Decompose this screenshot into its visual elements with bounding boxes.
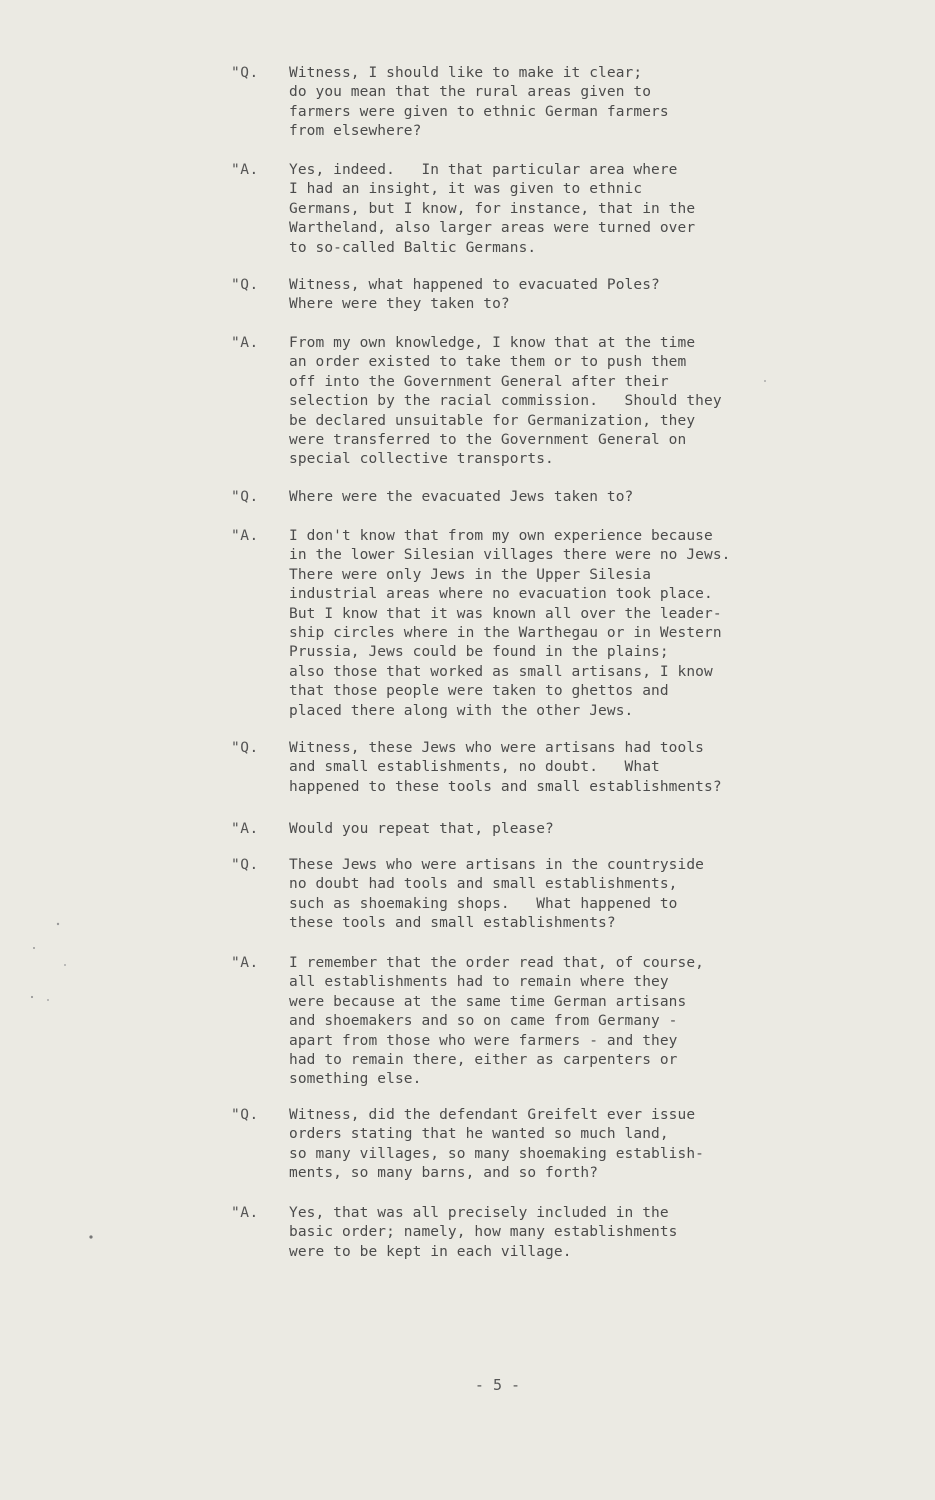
text-line: apart from those who were farmers - and they (289, 1032, 678, 1049)
speaker-label: "A. (231, 528, 259, 544)
text-line: Yes, that was all precisely included in the (289, 1205, 669, 1221)
entry-text (289, 64, 809, 142)
entry-text (289, 1204, 809, 1262)
page-number: - 5 - (474, 1376, 521, 1394)
entry-text (289, 161, 809, 258)
text-line: ments, so many barns, and so forth? (289, 1165, 599, 1182)
text-line: Witness, these Jews who were artisans had tools (289, 740, 704, 756)
text-line: There were only Jews in the Upper Silesia (289, 566, 652, 583)
text-line: Witness, what happened to evacuated Poles? (289, 277, 660, 293)
text-line: were to be kept in each village. (289, 1243, 572, 1260)
text-line: Yes, indeed. In that particular area where (289, 162, 678, 178)
speaker-label: "A. (231, 335, 259, 351)
text-line: off into the Government General after their (289, 373, 669, 390)
entry-text (289, 954, 809, 1090)
text-line: and shoemakers and so on came from Germany - (289, 1013, 678, 1030)
text-line: I remember that the order read that, of course, (289, 955, 704, 971)
text-line: also those that worked as small artisans, I know (289, 663, 713, 680)
text-line: basic order; namely, how many establishments (289, 1224, 678, 1241)
text-line: From my own knowledge, I know that at the time (289, 335, 696, 351)
entry-text (289, 856, 809, 934)
text-line: were transferred to the Government General on (289, 432, 687, 449)
text-line: happened to these tools and small establishments? (289, 778, 722, 795)
text-line: selection by the racial commission. Should they (289, 393, 722, 410)
text-line: from elsewhere? (289, 123, 422, 140)
speaker-label: "A. (231, 1205, 259, 1221)
speaker-label: "Q. (231, 277, 259, 293)
speaker-label: "A. (231, 955, 259, 971)
text-line: an order existed to take them or to push them (289, 354, 687, 371)
text-line: Germans, but I know, for instance, that in the (289, 200, 696, 217)
text-line: special collective transports. (289, 451, 554, 468)
entry-text (289, 334, 809, 470)
text-line: farmers were given to ethnic German farmers (289, 103, 669, 120)
text-line: something else. (289, 1071, 422, 1088)
text-line: had to remain there, either as carpenters or (289, 1052, 678, 1069)
text-line: Where were they taken to? (289, 296, 510, 313)
text-line: I had an insight, it was given to ethnic (289, 181, 643, 198)
entry-text (289, 488, 809, 507)
text-line: such as shoemaking shops. What happened to (289, 895, 678, 912)
speaker-label: "Q. (231, 65, 259, 81)
text-line: in the lower Silesian villages there were no Jews. (289, 547, 731, 564)
speaker-label: "Q. (231, 857, 259, 873)
text-line: all establishments had to remain where they (289, 974, 669, 991)
text-line: industrial areas where no evacuation took place. (289, 586, 713, 603)
text-line: these tools and small establishments? (289, 915, 616, 932)
speaker-label: "Q. (231, 489, 259, 505)
text-line: Where were the evacuated Jews taken to? (289, 489, 634, 505)
text-line: Witness, I should like to make it clear; (289, 65, 643, 81)
text-line: Would you repeat that, please? (289, 821, 554, 837)
text-line: Prussia, Jews could be found in the plains; (289, 644, 669, 661)
text-line: so many villages, so many shoemaking establish- (289, 1145, 704, 1162)
entry-text (289, 527, 809, 721)
text-line: and small establishments, no doubt. What (289, 759, 660, 776)
entry-text (289, 1106, 809, 1184)
text-line: were because at the same time German artisans (289, 993, 687, 1010)
text-line: I don't know that from my own experience because (289, 528, 713, 544)
text-line: placed there along with the other Jews. (289, 702, 634, 719)
text-line: do you mean that the rural areas given to (289, 84, 652, 101)
text-line: ship circles where in the Warthegau or in Western (289, 625, 722, 642)
speaker-label: "A. (231, 821, 259, 837)
entry-text (289, 820, 809, 839)
speaker-label: "A. (231, 162, 259, 178)
text-line: no doubt had tools and small establishments, (289, 876, 678, 893)
text-line: But I know that it was known all over the leader- (289, 605, 722, 622)
text-line: be declared unsuitable for Germanization, they (289, 412, 696, 429)
entry-text (289, 276, 809, 315)
speaker-label: "Q. (231, 740, 259, 756)
text-line: These Jews who were artisans in the countryside (289, 857, 704, 873)
text-line: orders stating that he wanted so much land, (289, 1126, 669, 1143)
text-line: Witness, did the defendant Greifelt ever issue (289, 1107, 696, 1123)
speaker-label: "Q. (231, 1107, 259, 1123)
text-line: that those people were taken to ghettos and (289, 683, 669, 700)
entry-text (289, 739, 809, 797)
text-line: Wartheland, also larger areas were turned over (289, 220, 696, 237)
text-line: to so-called Baltic Germans. (289, 239, 537, 256)
